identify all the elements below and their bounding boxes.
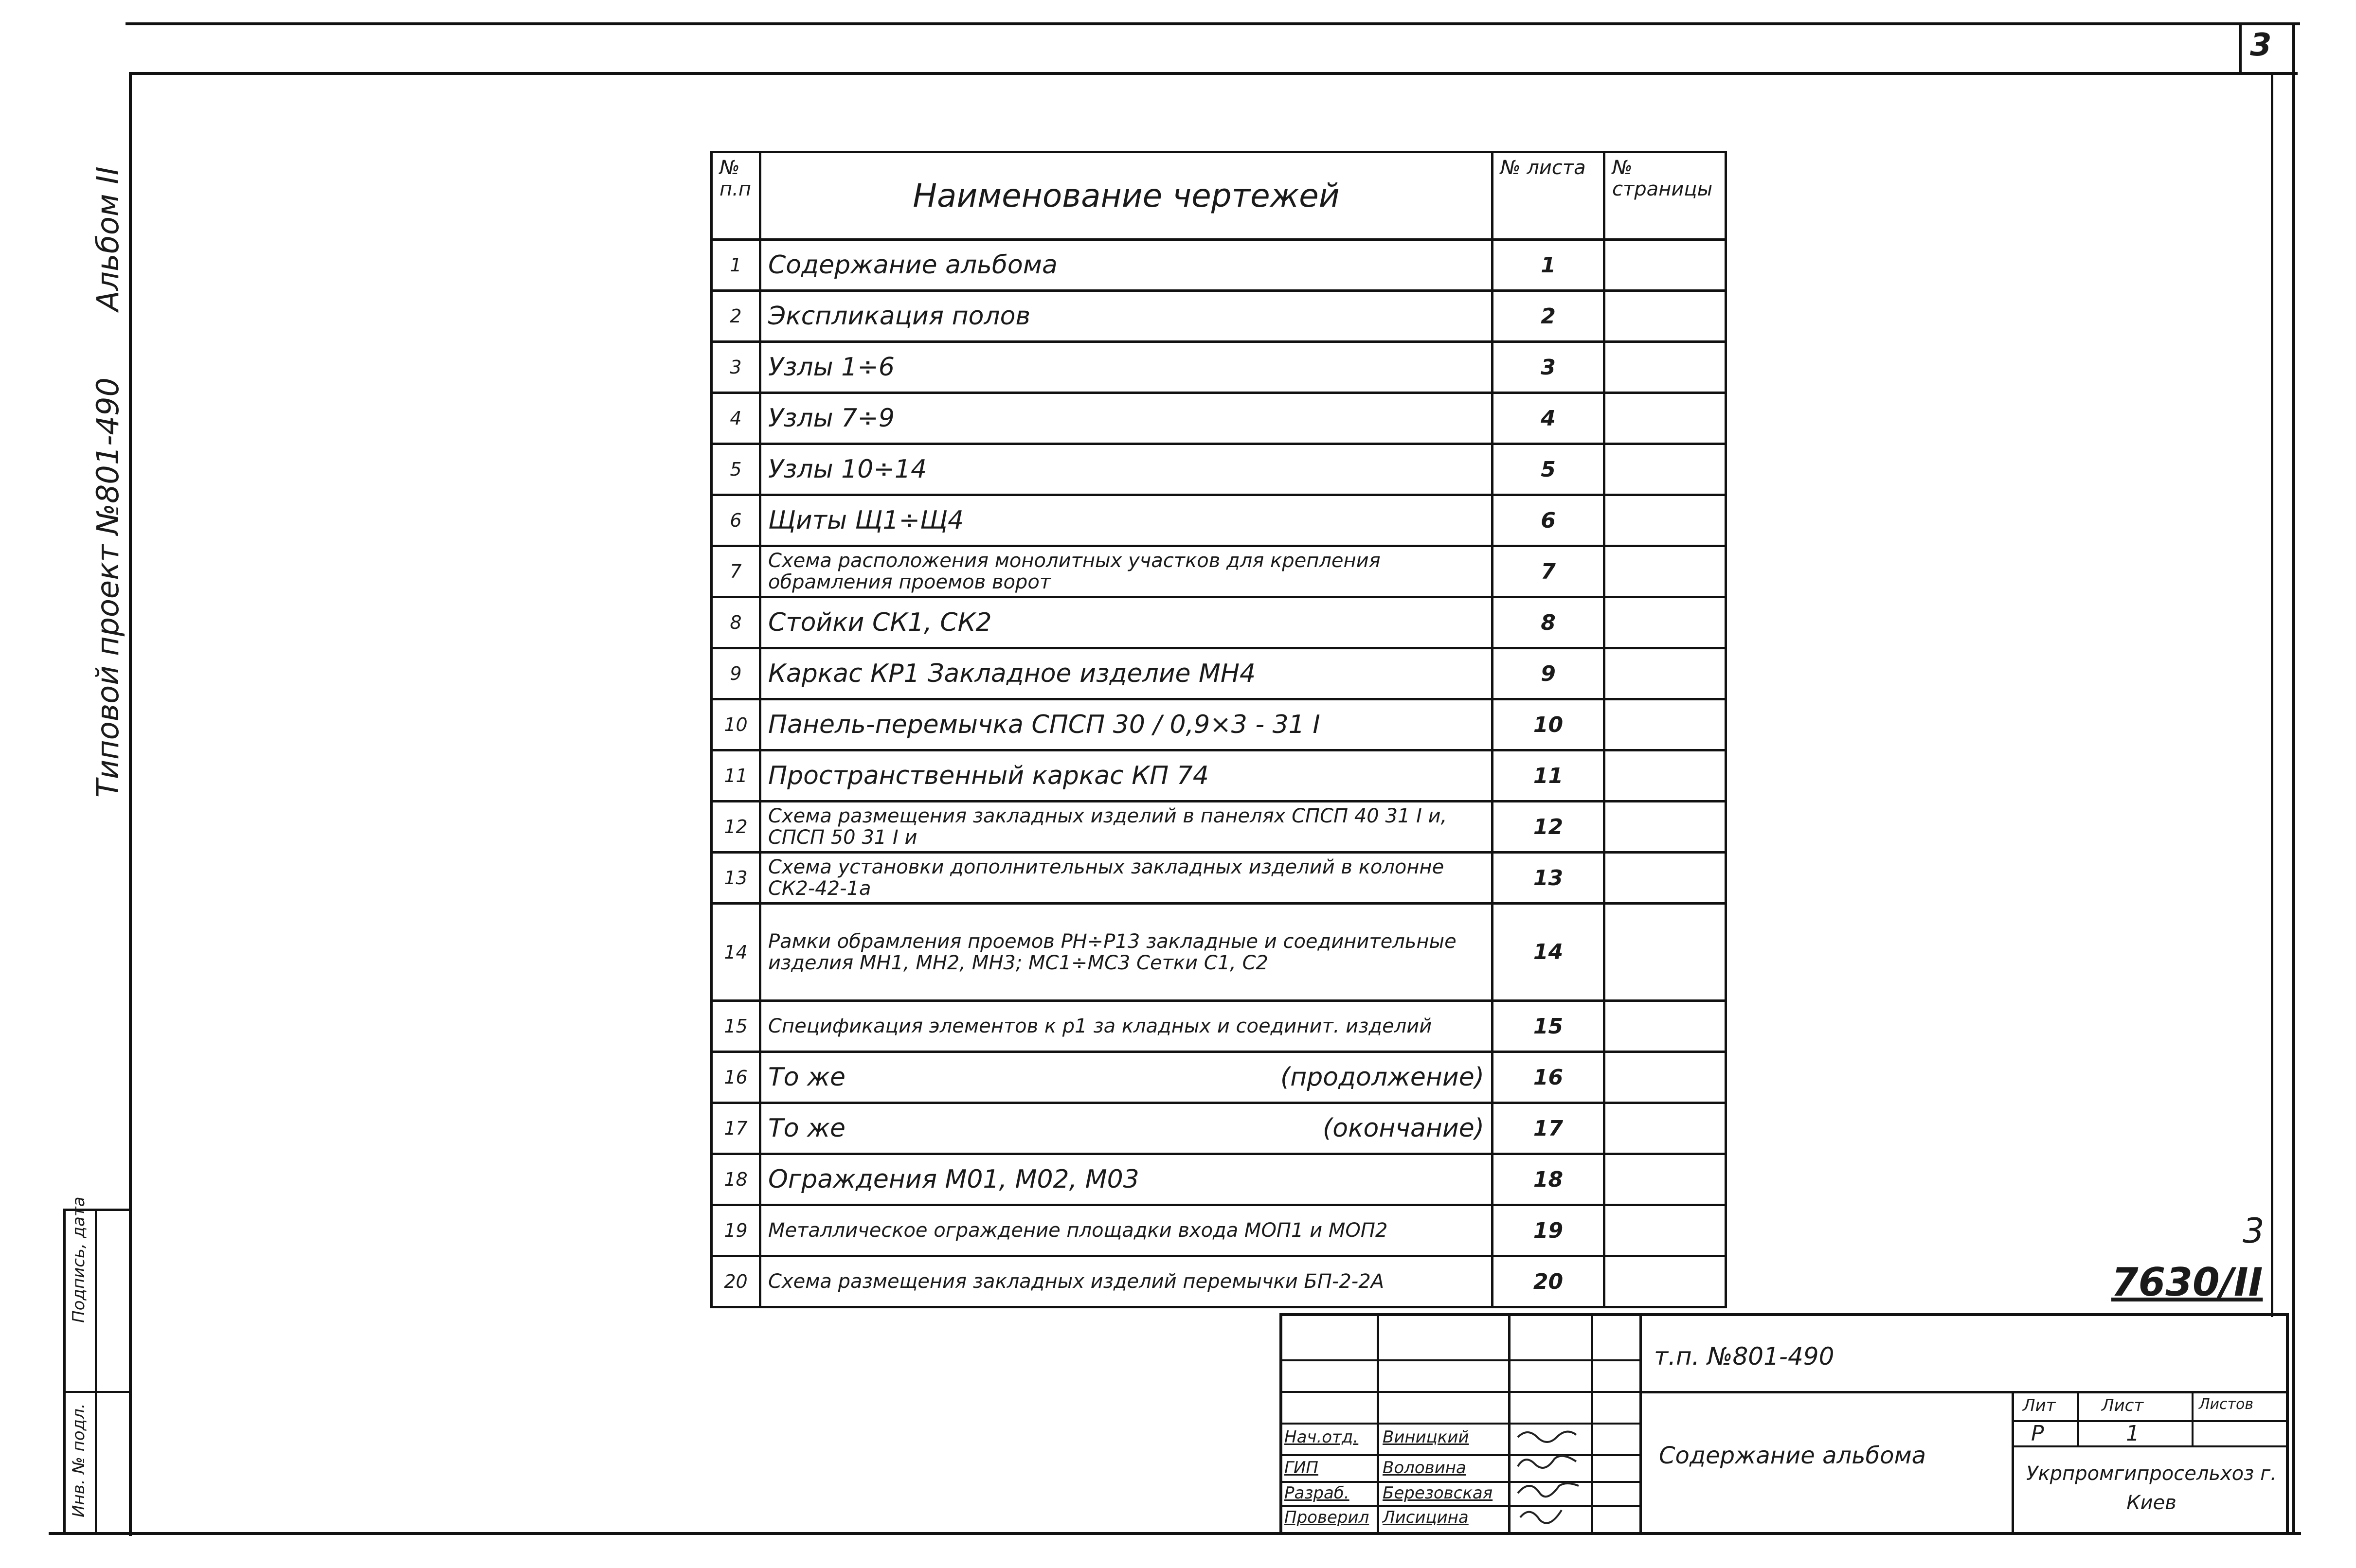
sheet-number: 19 <box>1493 1205 1604 1256</box>
page-number-cell <box>1604 291 1726 342</box>
page-number-cell <box>1604 597 1726 648</box>
row-number: 2 <box>712 291 760 342</box>
table-row <box>712 802 1726 853</box>
page-number-cell <box>1604 495 1726 546</box>
drawing-name-cell: Ограждения М01, М02, М03 <box>760 1154 1493 1205</box>
drawing-name-cell: Металлическое ограждение площадки входа МОП1 и МОП2 <box>760 1205 1493 1256</box>
sheet-number: 14 <box>1493 904 1604 1001</box>
table-row <box>712 1052 1726 1103</box>
sheet-value: 1 <box>2126 1421 2140 1446</box>
page-number-cell <box>1604 1256 1726 1307</box>
header-num: № п.п <box>712 152 760 240</box>
drawing-name-wrap <box>768 1115 1484 1141</box>
table-header-row <box>712 152 1726 240</box>
organization: Укрпромгипросельхоз г. Киев <box>2026 1462 2277 1514</box>
tb-litblock-col2 <box>2192 1391 2194 1447</box>
drawing-note: (окончание) <box>1323 1114 1484 1143</box>
row-number: 6 <box>712 495 760 546</box>
table-row <box>712 1001 1726 1052</box>
stamp-inventory-label: Инв. № подл. <box>69 1403 89 1517</box>
sheet-number: 3 <box>1493 342 1604 393</box>
table-row <box>712 240 1726 291</box>
sheet-number: 18 <box>1493 1154 1604 1205</box>
sheet-number: 4 <box>1493 393 1604 444</box>
side-project-label: Типовой проект №801-490 <box>90 377 126 798</box>
header-sheet: № листа <box>1493 152 1604 240</box>
tb-row-1 <box>1279 1359 1639 1361</box>
frame-top <box>129 72 2298 75</box>
tb-litblock-left <box>2012 1391 2014 1534</box>
row-number: 7 <box>712 546 760 597</box>
table-row <box>712 444 1726 495</box>
sheet-number: 7 <box>1493 546 1604 597</box>
page-number-cell <box>1604 342 1726 393</box>
side-album-label: Альбом II <box>90 166 126 311</box>
page-number-cell <box>1604 1205 1726 1256</box>
sig-role: Нач.отд. <box>1284 1427 1359 1447</box>
page-number-cell <box>1604 648 1726 699</box>
lit-label: Лит <box>2023 1396 2056 1415</box>
drawing-name-cell: Схема установки дополнительных закладных изделий в колонне СК2-42-1а <box>760 853 1493 904</box>
sheets-label: Листов <box>2199 1396 2254 1413</box>
sheet-number: 11 <box>1493 750 1604 802</box>
drawing-name-cell: Спецификация элементов к р1 за кладных и соединит. изделий <box>760 1001 1493 1052</box>
sig-name: Лисицина <box>1383 1508 1469 1527</box>
page-number-cell <box>1604 904 1726 1001</box>
page-number-cell <box>1604 1154 1726 1205</box>
drawing-name-cell: Панель-перемычка СПСП 30 / 0,9×3 - 31 I <box>760 699 1493 750</box>
sig-name: Березовская <box>1383 1483 1493 1503</box>
drawing-name-cell: Каркас КР1 Закладное изделие МН4 <box>760 648 1493 699</box>
table-row <box>712 546 1726 597</box>
page-number-box-left <box>2239 25 2242 74</box>
table-row <box>712 1256 1726 1307</box>
table-row <box>712 1205 1726 1256</box>
page-number-cell <box>1604 546 1726 597</box>
tb-litblock-col1 <box>2077 1391 2079 1447</box>
sig-name: Воловина <box>1383 1458 1466 1478</box>
drawing-name-cell: Схема размещения закладных изделий перемычки БП-2-2А <box>760 1256 1493 1307</box>
row-number: 13 <box>712 853 760 904</box>
project-code: т.п. №801-490 <box>1654 1342 1834 1371</box>
sheet-mark: 3 <box>2243 1211 2265 1251</box>
page-number-cell <box>1604 444 1726 495</box>
table-row <box>712 699 1726 750</box>
table-row <box>712 853 1726 904</box>
drawing-name: То же <box>768 1063 845 1092</box>
row-number: 12 <box>712 802 760 853</box>
stamp-strip-left <box>63 1209 66 1534</box>
page-number-cell <box>1604 802 1726 853</box>
table-row <box>712 342 1726 393</box>
table-body <box>712 240 1726 1307</box>
drawing-name-cell: Схема расположения монолитных участков для крепления обрамления проемов ворот <box>760 546 1493 597</box>
tb-row-2 <box>1279 1391 1639 1393</box>
page-number-cell <box>1604 1052 1726 1103</box>
drawing-name: То же <box>768 1114 845 1143</box>
table-row <box>712 904 1726 1001</box>
sheet-title: Содержание альбома <box>1659 1442 1926 1469</box>
frame-right-inner <box>2271 72 2273 1317</box>
page-number-cell <box>1604 699 1726 750</box>
archive-number: 7630/II <box>2111 1260 2263 1305</box>
row-number: 4 <box>712 393 760 444</box>
drawing-name-cell: Щиты Щ1÷Щ4 <box>760 495 1493 546</box>
row-number: 5 <box>712 444 760 495</box>
row-number: 20 <box>712 1256 760 1307</box>
sheet-number: 17 <box>1493 1103 1604 1154</box>
row-number: 1 <box>712 240 760 291</box>
row-number: 9 <box>712 648 760 699</box>
lit-value: Р <box>2031 1421 2044 1446</box>
sig-name: Виницкий <box>1383 1427 1469 1447</box>
tb-col-4 <box>1639 1313 1642 1534</box>
drawing-note: (продолжение) <box>1280 1063 1484 1092</box>
row-number: 8 <box>712 597 760 648</box>
sheet-number: 2 <box>1493 291 1604 342</box>
table-row <box>712 393 1726 444</box>
stamp-strip-divider <box>95 1209 97 1534</box>
header-page: № страницы <box>1604 152 1726 240</box>
sheet-number: 5 <box>1493 444 1604 495</box>
drawings-contents-table <box>710 151 1727 1308</box>
row-number: 18 <box>712 1154 760 1205</box>
drawing-name-cell <box>760 1103 1493 1154</box>
sheet-number: 16 <box>1493 1052 1604 1103</box>
table-row <box>712 1154 1726 1205</box>
drawing-name-cell <box>760 1052 1493 1103</box>
signature-scribbles <box>1513 1425 1586 1532</box>
top-trim-line <box>126 22 2300 25</box>
tb-litblock-row2 <box>2012 1445 2289 1447</box>
sig-role: Проверил <box>1284 1508 1369 1527</box>
table-row <box>712 495 1726 546</box>
sheet-number: 15 <box>1493 1001 1604 1052</box>
drawing-name-cell: Рамки обрамления проемов РН÷Р13 закладные и соединительные изделия МН1, МН2, МН3; МС1÷МС3 Сетки С1, С2 <box>760 904 1493 1001</box>
row-number: 16 <box>712 1052 760 1103</box>
frame-left <box>129 72 132 1536</box>
sig-role: ГИП <box>1284 1458 1318 1478</box>
stamp-strip-mid <box>63 1391 131 1393</box>
drawing-name-cell: Схема размещения закладных изделий в панелях СПСП 40 31 I и, СПСП 50 31 I и <box>760 802 1493 853</box>
sheet-number: 20 <box>1493 1256 1604 1307</box>
drawing-name-cell: Узлы 7÷9 <box>760 393 1493 444</box>
sheet-number: 13 <box>1493 853 1604 904</box>
table-row <box>712 648 1726 699</box>
table-row <box>712 597 1726 648</box>
row-number: 19 <box>712 1205 760 1256</box>
page-number-cell <box>1604 853 1726 904</box>
table-row <box>712 1103 1726 1154</box>
sheet-number: 8 <box>1493 597 1604 648</box>
drawing-name-cell: Узлы 1÷6 <box>760 342 1493 393</box>
row-number: 15 <box>712 1001 760 1052</box>
page-number-cell <box>1604 1001 1726 1052</box>
tb-row-3 <box>1279 1423 1639 1425</box>
page-number-cell <box>1604 393 1726 444</box>
drawing-name-cell: Узлы 10÷14 <box>760 444 1493 495</box>
row-number: 10 <box>712 699 760 750</box>
sheet-number: 12 <box>1493 802 1604 853</box>
frame-right <box>2292 25 2295 1533</box>
drawing-name-cell: Содержание альбома <box>760 240 1493 291</box>
sheet-number: 10 <box>1493 699 1604 750</box>
sheet-number: 6 <box>1493 495 1604 546</box>
table-row <box>712 291 1726 342</box>
page-number-cell <box>1604 750 1726 802</box>
row-number: 14 <box>712 904 760 1001</box>
sig-role: Разраб. <box>1284 1483 1349 1503</box>
drawing-name-wrap <box>768 1064 1484 1090</box>
tb-litblock-row1 <box>2012 1420 2289 1422</box>
page-number: 3 <box>2250 27 2272 63</box>
page-number-cell <box>1604 240 1726 291</box>
drawing-name-cell: Стойки СК1, СК2 <box>760 597 1493 648</box>
row-number: 3 <box>712 342 760 393</box>
header-name: Наименование чертежей <box>760 152 1493 240</box>
row-number: 17 <box>712 1103 760 1154</box>
title-block <box>1279 1313 2289 1534</box>
drawing-name-cell: Пространственный каркас КП 74 <box>760 750 1493 802</box>
table-row <box>712 750 1726 802</box>
sheet-number: 9 <box>1493 648 1604 699</box>
sheet-label: Лист <box>2102 1396 2144 1415</box>
sheet-number: 1 <box>1493 240 1604 291</box>
tb-top <box>1279 1313 2289 1316</box>
row-number: 11 <box>712 750 760 802</box>
stamp-signature-label: Подпись, дата <box>69 1196 89 1323</box>
drawing-name-cell: Экспликация полов <box>760 291 1493 342</box>
page-number-cell <box>1604 1103 1726 1154</box>
